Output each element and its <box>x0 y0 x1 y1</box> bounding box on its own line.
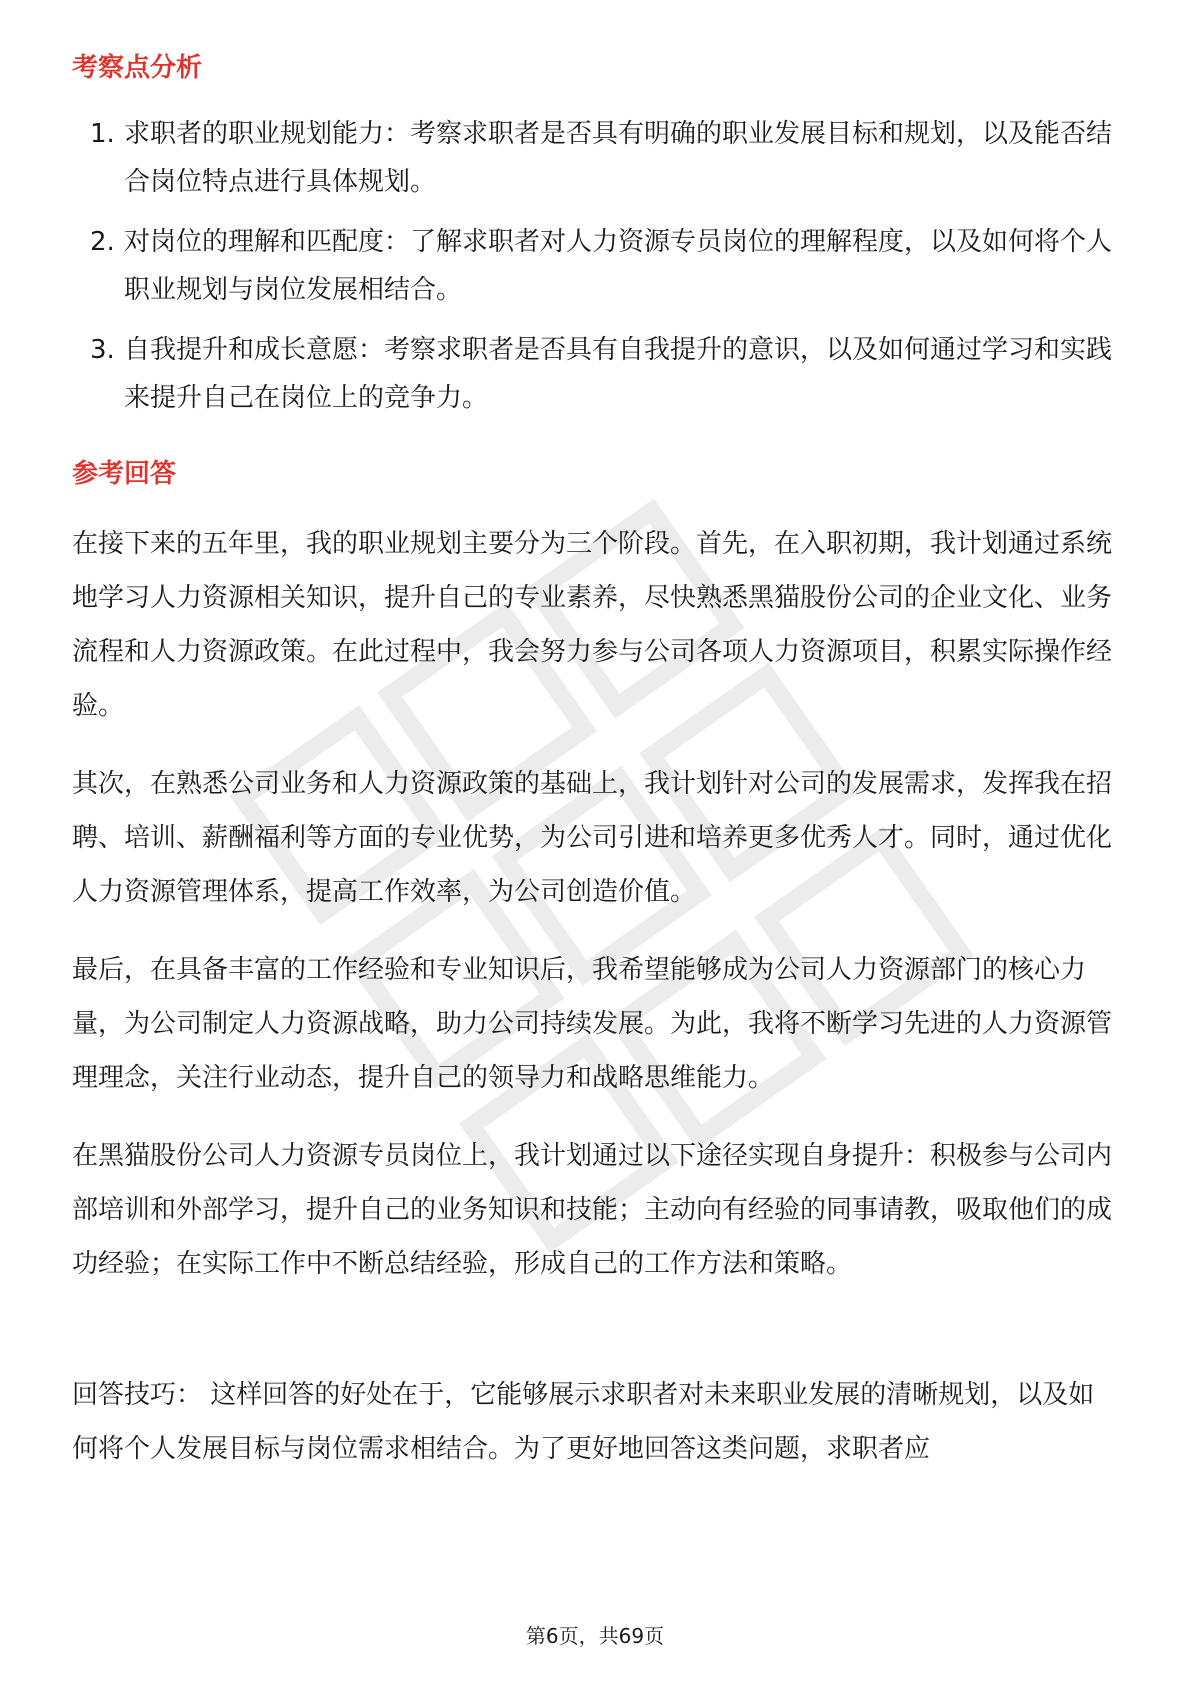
list-text: 对岗位的理解和匹配度：了解求职者对人力资源专员岗位的理解程度，以及如何将个人职业规划与岗位发展相结合。 <box>124 227 1113 305</box>
list-number: 2. <box>90 227 115 257</box>
answer-tips-paragraph: 回答技巧： 这样回答的好处在于，它能够展示求职者对未来职业发展的清晰规划，以及如何将个人发展目标与岗位需求相结合。为了更好地回答这类问题，求职者应 <box>72 1380 1095 1464</box>
answer-paragraph: 在黑猫股份公司人力资源专员岗位上，我计划通过以下途径实现自身提升：积极参与公司内部培训和外部学习，提升自己的业务知识和技能；主动向有经验的同事请教，吸取他们的成功经验；在实际工作中不断总结经验，形成自己的工作方法和策略。 <box>72 1141 1113 1279</box>
list-text: 求职者的职业规划能力：考察求职者是否具有明确的职业发展目标和规划，以及能否结合岗位特点进行具体规划。 <box>124 119 1113 197</box>
answer-paragraph: 在接下来的五年里，我的职业规划主要分为三个阶段。首先，在入职初期，我计划通过系统地学习人力资源相关知识，提升自己的专业素养，尽快熟悉黑猫股份公司的企业文化、业务流程和人力资源政策。在此过程中，我会努力参与公司各项人力资源项目，积累实际操作经验。 <box>72 529 1113 721</box>
answer-paragraph: 其次，在熟悉公司业务和人力资源政策的基础上，我计划针对公司的发展需求，发挥我在招聘、培训、薪酬福利等方面的专业优势，为公司引进和培养更多优秀人才。同时，通过优化人力资源管理体系，提高工作效率，为公司创造价值。 <box>72 769 1113 907</box>
list-number: 3. <box>90 335 115 365</box>
page-number: 第6页，共69页 <box>525 1624 665 1648</box>
answer-heading: 参考回答 <box>72 459 177 489</box>
list-text: 自我提升和成长意愿：考察求职者是否具有自我提升的意识，以及如何通过学习和实践来提升自己在岗位上的竞争力。 <box>124 335 1113 413</box>
answer-paragraph: 最后，在具备丰富的工作经验和专业知识后，我希望能够成为公司人力资源部门的核心力量，为公司制定人力资源战略，助力公司持续发展。为此，我将不断学习先进的人力资源管理理念，关注行业动态，提升自己的领导力和战略思维能力。 <box>72 955 1113 1093</box>
analysis-heading: 考察点分析 <box>72 53 203 83</box>
list-number: 1. <box>90 119 115 149</box>
